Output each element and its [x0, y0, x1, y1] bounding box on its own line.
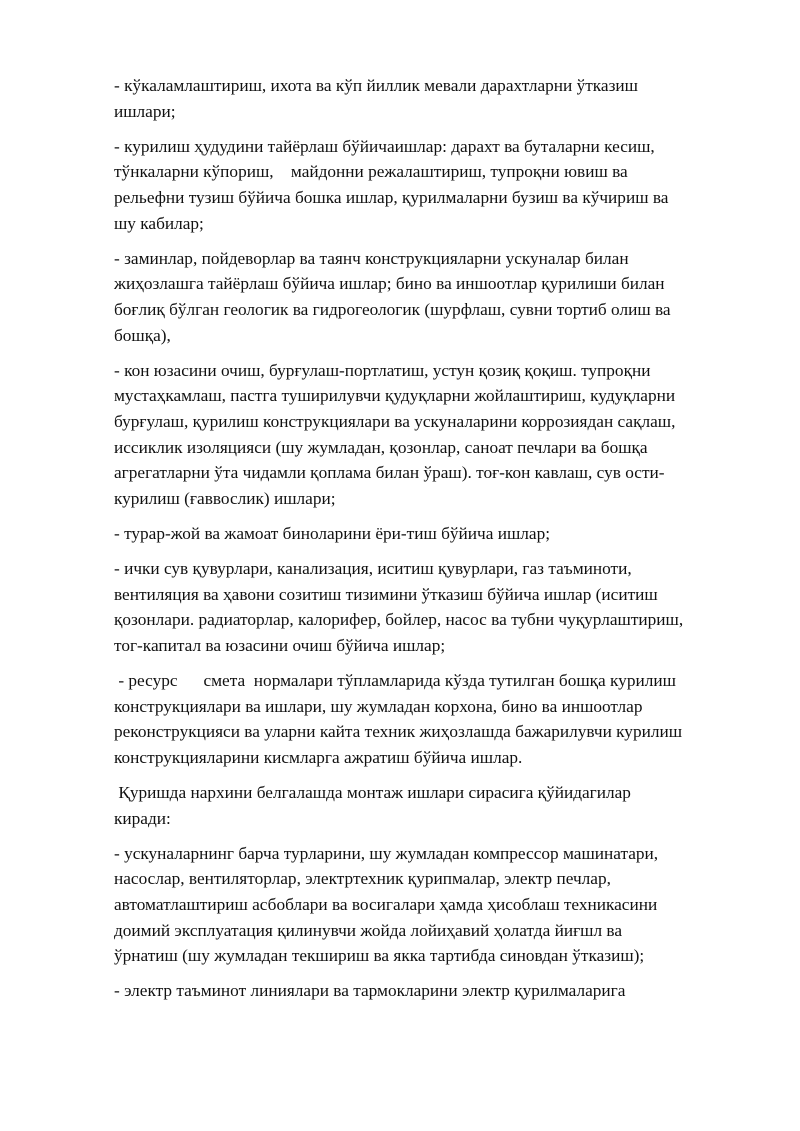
- text-line: агрегатларни ўта чидамли қоплама билан ўраш). тоғ-кон кавлаш, сув ости-: [114, 463, 665, 483]
- text-line: автоматлаштириш асбоблари ва восигалари ҳамда ҳисоблаш техникасини: [114, 894, 658, 914]
- text-line: - электр таъминот линиялари ва тармокларини электр қурилмаларига: [114, 981, 626, 1001]
- paragraph: [114, 358, 734, 512]
- text-line: ўрнатиш (шу жумладан текшириш ва якка тартибда синовдан ўтказиш);: [114, 946, 645, 966]
- text-line: конструкцияларини кисмларга ажратиш бўйича ишлар.: [114, 747, 523, 767]
- text-line: - ички сув қувурлари, канализация, иситиш қувурлари, газ таъминоти,: [114, 559, 632, 579]
- paragraph: [114, 556, 734, 658]
- text-line: вентиляция ва ҳавони созитиш тизимини ўтказиш бўйича ишлар (иситиш: [114, 584, 658, 604]
- text-line: мустаҳкамлаш, пастга туширилувчи қудуқларни жойлаштириш, кудуқларни: [114, 386, 676, 406]
- text-line: иссиклик изоляцияси (шу жумладан, қозонлар, саноат печлари ва бошқа: [114, 437, 648, 457]
- text-line: ишлари;: [114, 101, 176, 121]
- document-body: [114, 73, 734, 1014]
- text-line: - ускуналарнинг барча турларини, шу жумладан компрессор машинатари,: [114, 843, 659, 863]
- text-line: реконструкцияси ва уларни кайта техник жиҳозлашда бажарилувчи курилиш: [114, 722, 683, 742]
- text-line: киради:: [114, 808, 171, 828]
- text-line: жиҳозлашга тайёрлаш бўйича ишлар; бино ва иншоотлар қурилиши билан: [114, 274, 665, 294]
- paragraph: [114, 73, 734, 124]
- paragraph: [114, 668, 734, 770]
- text-line: - турар-жой ва жамоат биноларини ёри-тиш бўйича ишлар;: [114, 523, 551, 543]
- paragraph: [114, 246, 734, 348]
- paragraph: [114, 780, 734, 831]
- text-line: конструкциялари ва ишлари, шу жумладан корхона, бино ва иншоотлар: [114, 696, 643, 716]
- text-line: шу кабилар;: [114, 213, 204, 233]
- text-line: тог-капитал ва юзасини очиш бўйича ишлар;: [114, 635, 446, 655]
- text-line: доимий эксплуатация қилинувчи жойда лойиҳавий ҳолатда йиғшл ва: [114, 920, 623, 940]
- text-line: курилиш (ғаввослик) ишлари;: [114, 488, 336, 508]
- paragraph: [114, 841, 734, 969]
- text-line: - курилиш ҳудудини тайёрлаш бўйичаишлар: дарахт ва буталарни кесиш,: [114, 136, 655, 156]
- paragraph: [114, 521, 734, 547]
- text-line: насослар, вентиляторлар, электртехник қурипмалар, электр печлар,: [114, 869, 611, 889]
- text-line: - кон юзасини очиш, бурғулаш-портлатиш, устун қозиқ қоқиш. тупроқни: [114, 360, 651, 380]
- text-line: рельефни тузиш бўйича бошка ишлар, қурилмаларни бузиш ва кўчириш ва: [114, 187, 669, 207]
- text-line: - заминлар, пойдеворлар ва таянч конструкцияларни ускуналар билан: [114, 248, 629, 268]
- text-line: бошқа),: [114, 325, 171, 345]
- paragraph: [114, 978, 734, 1004]
- text-line: қозонлари. радиаторлар, калорифер, бойлер, насос ва тубни чуқурлаштириш,: [114, 610, 684, 630]
- text-line: бурғулаш, қурилиш конструкциялари ва ускуналарини коррозиядан сақлаш,: [114, 411, 676, 431]
- text-line: - ресурс смета нормалари тўпламларида кўзда тутилган бошқа курилиш: [114, 671, 676, 691]
- text-line: Қуришда нархини белгалашда монтаж ишлари сирасига қўйидагилар: [114, 783, 631, 802]
- text-line: - кўкаламлаштириш, ихота ва кўп йиллик мевали дарахтларни ўтказиш: [114, 76, 638, 95]
- text-line: боғлиқ бўлган геологик ва гидрогеологик (шурфлаш, сувни тортиб олиш ва: [114, 299, 671, 319]
- text-line: тўнкаларни кўпориш, майдонни режалаштириш, тупроқни ювиш ва: [114, 162, 628, 182]
- paragraph: [114, 134, 734, 236]
